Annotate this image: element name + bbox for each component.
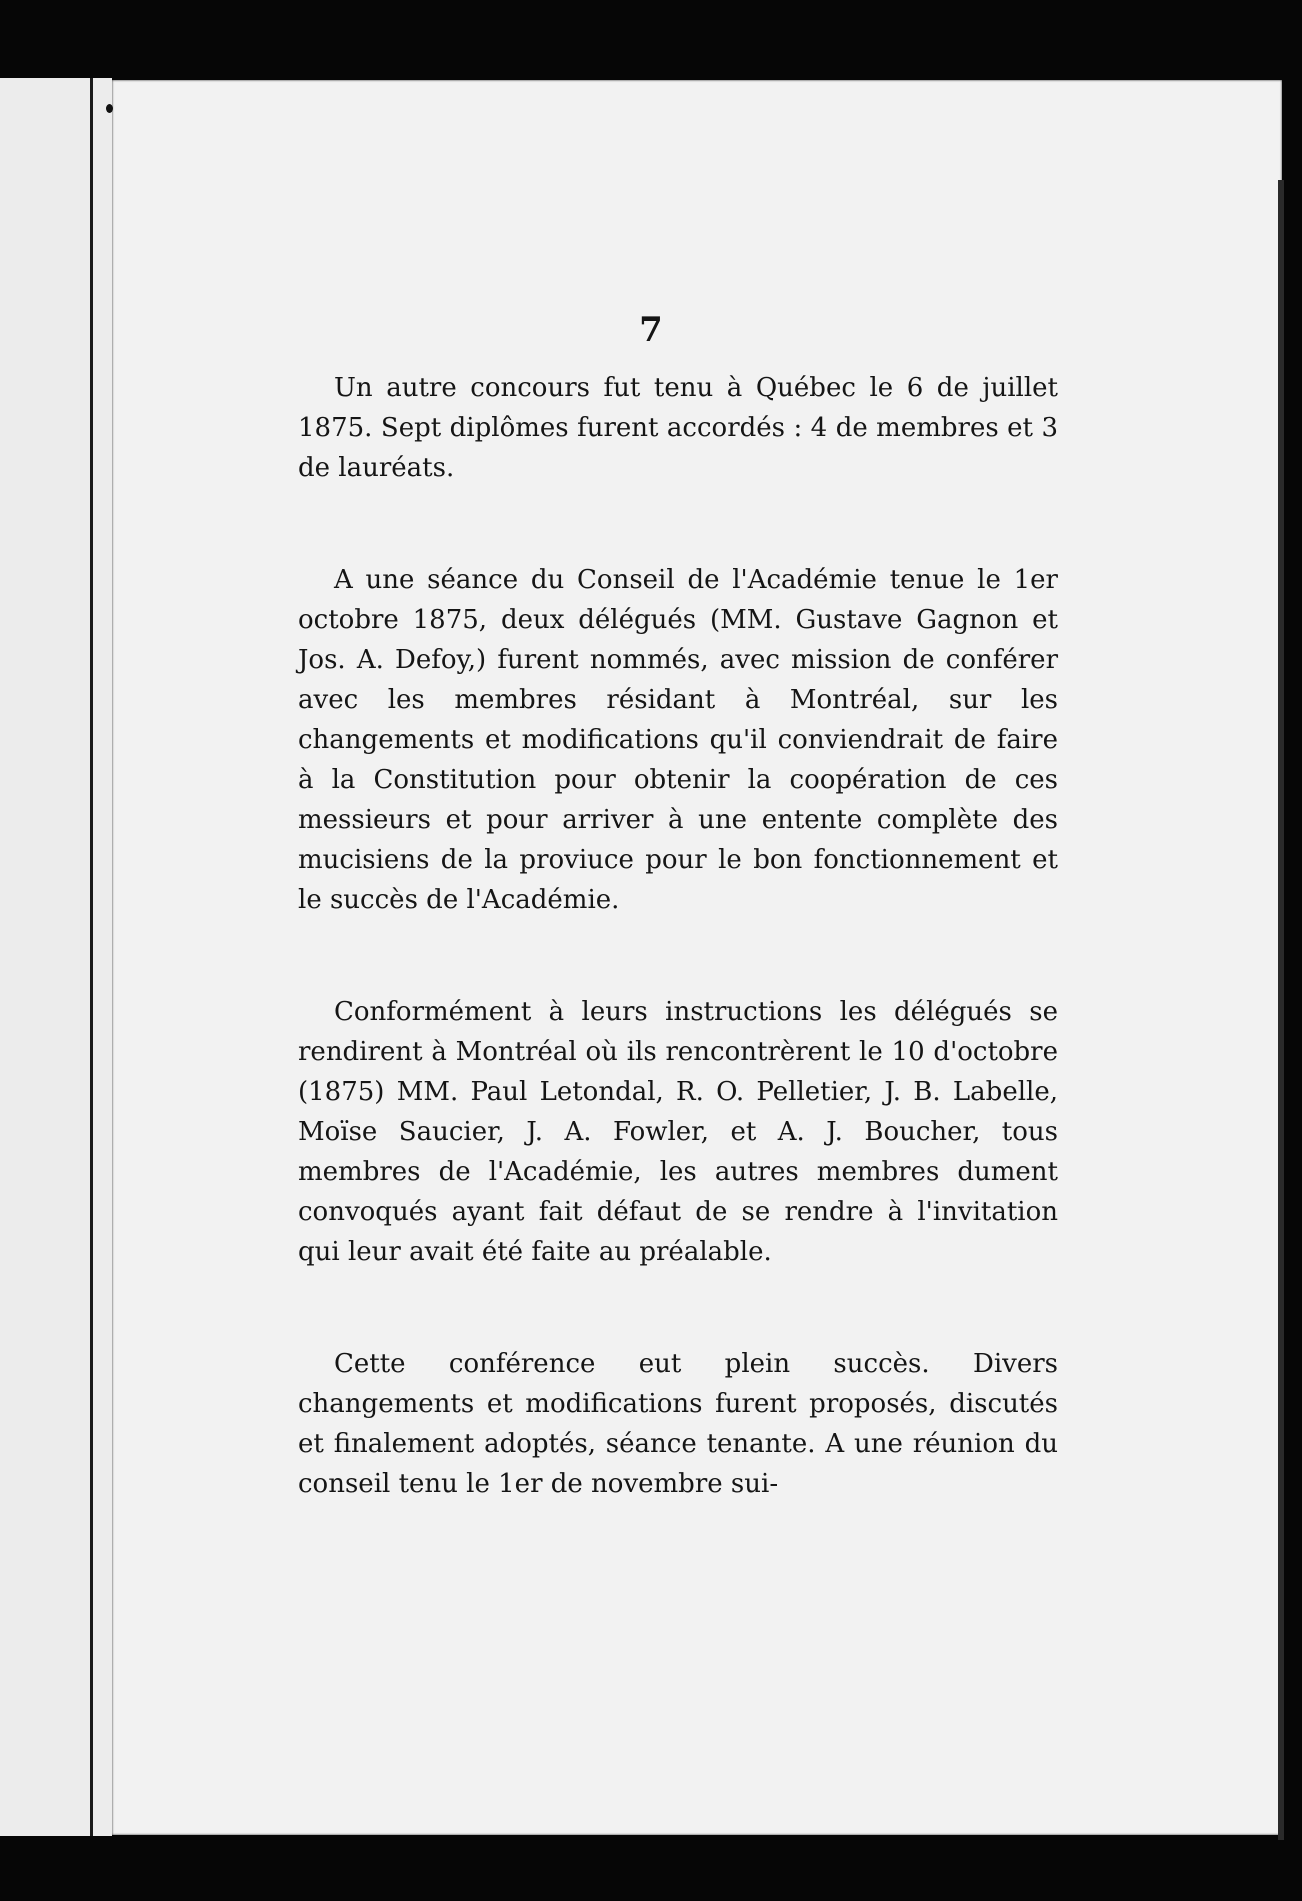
scan-speck [106, 104, 113, 113]
body-text [298, 368, 1058, 1504]
paragraph-2: A une séance du Conseil de l'Académie tenue le 1er octobre 1875, deux délégués (MM. Gustave Gagnon et Jos. A. Defoy,) furent nommés, avec mission de conférer avec les membres résidant à Montréal, sur les changements et modifications qu'il conviendrait de faire à la Constitution pour obtenir la coopération de ces messieurs et pour arriver à une entente complète des mucisiens de la proviuce pour le bon fonctionnement et le succès de l'Académie. [298, 565, 1058, 915]
paragraph-1: Un autre concours fut tenu à Québec le 6 de juillet 1875. Sept diplômes furent accordés : 4 de membres et 3 de lauréats. [298, 373, 1058, 483]
page-number: 7 [639, 310, 663, 350]
paragraph-4: Cette conférence eut plein succès. Divers changements et modifications furent proposés, discutés et finalement adoptés, séance tenante. A une réunion du conseil tenu le 1er de novembre sui- [298, 1349, 1058, 1499]
page-right-edge [1278, 180, 1284, 1840]
paragraph-3: Conformément à leurs instructions les délégués se rendirent à Montréal où ils rencontrèrent le 10 d'octobre (1875) MM. Paul Letondal, R. O. Pelletier, J. B. Labelle, Moïse Saucier, J. A. Fowler, et A. J. Boucher, tous membres de l'Académie, les autres membres dument convoqués ayant fait défaut de se rendre à l'invitation qui leur avait été faite au préalable. [298, 997, 1058, 1267]
